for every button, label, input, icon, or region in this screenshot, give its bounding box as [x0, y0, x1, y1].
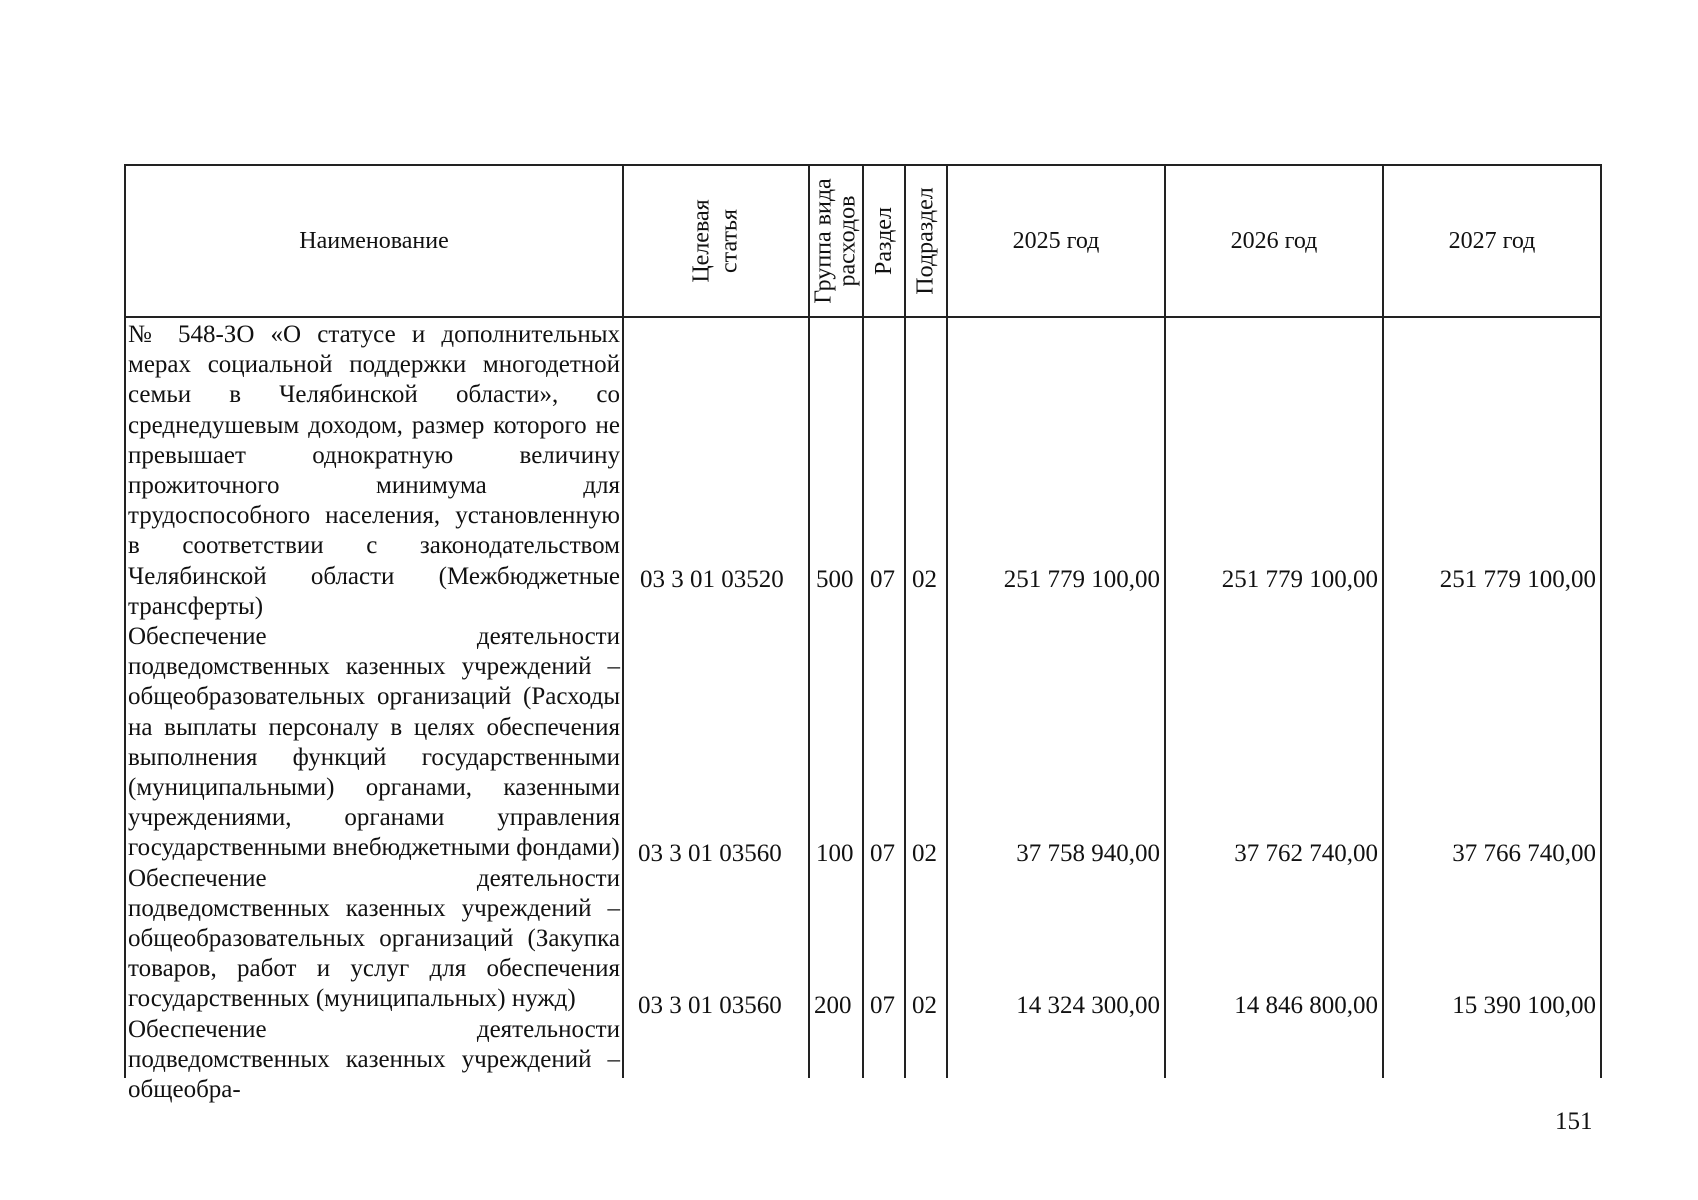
amount-2027-cell: 251 779 100,00 [1439, 566, 1596, 593]
header-subsection [906, 166, 946, 316]
header-2027 [1384, 166, 1600, 316]
page-number: 151 [1555, 1108, 1593, 1135]
amount-2025-cell: 14 324 300,00 [1016, 992, 1160, 1019]
section-cell: 07 [870, 840, 895, 867]
header-2027-text: 2027 год [1448, 227, 1536, 254]
header-section [864, 166, 904, 316]
header-name-text: Наименование [299, 227, 449, 254]
amount-2026-cell: 37 762 740,00 [1234, 840, 1378, 867]
header-section-text: Раздел [871, 207, 898, 275]
header-2026-text: 2026 год [1230, 227, 1318, 254]
header-name [126, 166, 622, 316]
subsection-cell: 02 [912, 992, 937, 1019]
row-name: Обеспечение деятельности подведомственных казенных учреждений – общеобразовательных организаций (Расходы на выплаты персоналу в целях обеспечения выполнения функций государственными (муниципальными) органами, казенными учреждениями, органами управления государственными внебюджетными фондами) [128, 623, 620, 862]
budget-table [124, 164, 1602, 1104]
header-2026 [1166, 166, 1382, 316]
target-article-cell: 03 3 01 03520 [640, 566, 784, 593]
row-name: № 548-ЗО «О статусе и дополнительных мерах социальной поддержки многодетной семьи в Челябинской области», со среднедушевым доходом, размер которого не превышает однократную величину прожиточного минимума для трудоспособного населения, установленную в соответствии с законодательством Челябинской области (Межбюджетные трансферты) [128, 321, 620, 620]
header-expense-group [810, 166, 862, 316]
row-name: Обеспечение деятельности подведомственных казенных учреждений – общеобра- [128, 1015, 620, 1104]
name-column [128, 320, 620, 1105]
section-cell: 07 [870, 566, 895, 593]
header-subsection-text: Подраздел [913, 187, 940, 295]
header-target-article-line1: Целевая [688, 199, 715, 283]
expense-group-cell: 500 [816, 566, 854, 593]
header-target-article-line2: статья [716, 209, 743, 273]
subsection-cell: 02 [912, 840, 937, 867]
amount-2025-cell: 37 758 940,00 [1016, 840, 1160, 867]
amount-2025-cell: 251 779 100,00 [1003, 566, 1160, 593]
header-2025 [948, 166, 1164, 316]
section-cell: 07 [870, 992, 895, 1019]
header-2025-text: 2025 год [1012, 227, 1100, 254]
target-article-cell: 03 3 01 03560 [638, 992, 782, 1019]
target-article-cell: 03 3 01 03560 [638, 840, 782, 867]
header-expense-group-line1: Группа вида [811, 178, 837, 304]
subsection-cell: 02 [912, 566, 937, 593]
amount-2027-cell: 37 766 740,00 [1452, 840, 1596, 867]
header-target-article [624, 166, 808, 316]
row-name: Обеспечение деятельности подведомственных казенных учреждений – общеобразовательных организаций (Закупка товаров, работ и услуг для обеспечения государственных (муниципальных) нужд) [128, 864, 620, 1013]
amount-2027-cell: 15 390 100,00 [1452, 992, 1596, 1019]
amount-2026-cell: 251 779 100,00 [1221, 566, 1378, 593]
amount-2026-cell: 14 846 800,00 [1234, 992, 1378, 1019]
header-expense-group-line2: расходов [835, 195, 861, 287]
header-divider [126, 316, 1600, 318]
expense-group-cell: 200 [814, 992, 852, 1019]
expense-group-cell: 100 [816, 840, 854, 867]
